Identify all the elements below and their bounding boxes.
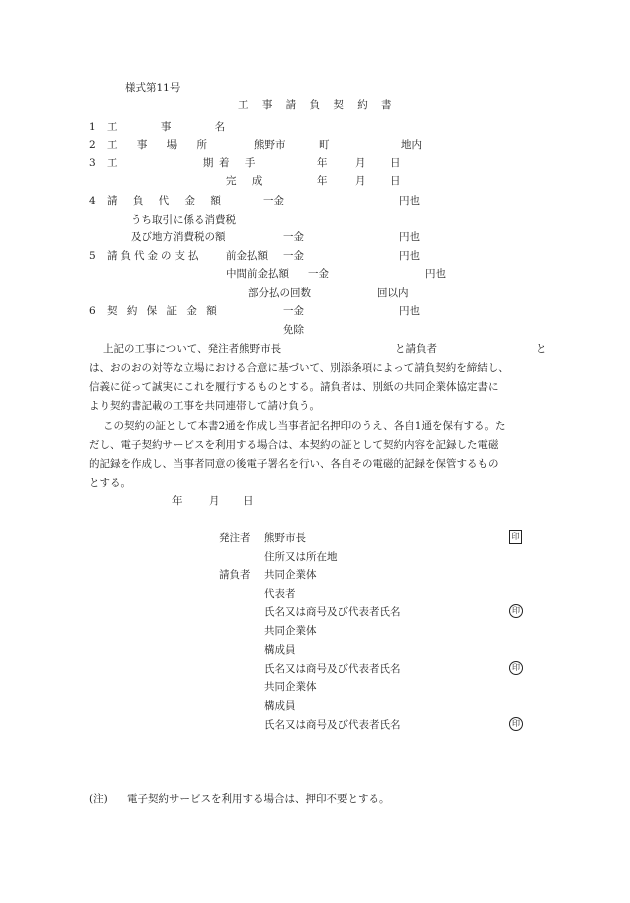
para2-line3: 的記録を作成し、当事者同意の後電子署名を行い、各自その電磁的記録を保管するもの (89, 458, 499, 470)
end-label: 完 成 (226, 175, 263, 187)
town-label: 町 (319, 139, 330, 151)
guarantee-exempt: 免除 (283, 324, 304, 336)
member-label-2: 構成員 (264, 700, 296, 712)
name-line-3: 氏名又は商号及び代表者氏名 (264, 719, 401, 731)
tax-label-line1: うち取引に係る消費税 (131, 214, 236, 226)
para1-line1-b: と請負者 (395, 343, 437, 355)
advance-payment-kin: 一金 (283, 250, 304, 262)
end-day: 日 (390, 175, 401, 187)
contractor-label: 請負者 (219, 569, 251, 581)
item-2-label: 工 事 場 所 (107, 139, 208, 151)
start-day: 日 (390, 157, 401, 169)
item-5-label: 請負代金の支払 (107, 250, 202, 262)
partial-payment-label: 部分払の回数 (248, 287, 311, 299)
date-month: 月 (209, 495, 220, 507)
item-4-number: 4 (89, 195, 96, 207)
item-1-number: 1 (89, 121, 96, 133)
mid-payment-yen: 円也 (425, 268, 446, 280)
name-line-1: 氏名又は商号及び代表者氏名 (264, 606, 401, 618)
representative-label: 代表者 (264, 588, 296, 600)
seal-icon-2: 印 (509, 661, 523, 675)
advance-payment-yen: 円也 (399, 250, 420, 262)
item-6-number: 6 (89, 305, 96, 317)
city-name: 熊野市 (254, 139, 286, 151)
advance-payment-label: 前金払額 (226, 250, 268, 262)
tax-amount-yen: 円也 (399, 231, 420, 243)
tax-amount-kin: 一金 (283, 231, 304, 243)
para1-line3: 信義に従って誠実にこれを履行するものとする。請負者は、別紙の共同企業体協定書に (89, 381, 499, 393)
item-6-label: 契 約 保 証 金 額 (107, 305, 220, 317)
name-line-2: 氏名又は商号及び代表者氏名 (264, 663, 401, 675)
address-label: 住所又は所在地 (264, 551, 338, 563)
member-label-1: 構成員 (264, 644, 296, 656)
partial-payment-times: 回以内 (377, 287, 409, 299)
guarantee-kin: 一金 (283, 305, 304, 317)
area-label: 地内 (401, 139, 422, 151)
para1-line1-a: 上記の工事について、発注者熊野市長 (103, 343, 282, 355)
orderer-seal-icon: 印 (509, 530, 522, 544)
note-text: 電子契約サービスを利用する場合は、押印不要とする。 (127, 793, 390, 805)
para2-line4: とする。 (89, 477, 131, 489)
jv-label-1: 共同企業体 (264, 569, 317, 581)
document-title: 工 事 請 負 契 約 書 (238, 99, 392, 111)
item-1-label: 工 事 名 (107, 121, 226, 133)
para1-line1-c: と (536, 343, 547, 355)
start-year: 年 (317, 157, 328, 169)
para2-line2: だし、電子契約サービスを利用する場合は、本契約の証として契約内容を記録した電磁 (89, 439, 499, 451)
end-year: 年 (317, 175, 328, 187)
date-year: 年 (172, 495, 183, 507)
para2-line1: この契約の証として本書2通を作成し当事者記名押印のうえ、各自1通を保有する。た (103, 420, 506, 432)
contract-amount-yen: 円也 (399, 195, 420, 207)
item-4-label: 請 負 代 金 額 (107, 195, 221, 207)
date-day: 日 (243, 495, 254, 507)
guarantee-yen: 円也 (399, 305, 420, 317)
mid-payment-kin: 一金 (308, 268, 329, 280)
mid-payment-label: 中間前金払額 (226, 268, 289, 280)
start-label: 着 手 (219, 157, 256, 169)
end-month: 月 (355, 175, 366, 187)
item-2-number: 2 (89, 139, 96, 151)
item-5-number: 5 (89, 250, 96, 262)
para1-line2: は、おのおの対等な立場における合意に基づいて、別添条項によって請負契約を締結し、 (89, 362, 509, 374)
seal-icon-3: 印 (509, 717, 523, 731)
contract-amount-kin: 一金 (263, 195, 284, 207)
para1-line4: より契約書記載の工事を共同連帯して請け負う。 (89, 400, 320, 412)
seal-icon-1: 印 (509, 604, 523, 618)
item-3-label: 工 期 (107, 157, 214, 169)
note-mark: (注) (89, 793, 108, 805)
start-month: 月 (355, 157, 366, 169)
form-number: 様式第11号 (125, 82, 181, 94)
item-3-number: 3 (89, 157, 96, 169)
orderer-label: 発注者 (219, 532, 251, 544)
jv-label-3: 共同企業体 (264, 681, 317, 693)
tax-label-line2: 及び地方消費税の額 (131, 231, 226, 243)
orderer-name: 熊野市長 (264, 532, 306, 544)
jv-label-2: 共同企業体 (264, 625, 317, 637)
